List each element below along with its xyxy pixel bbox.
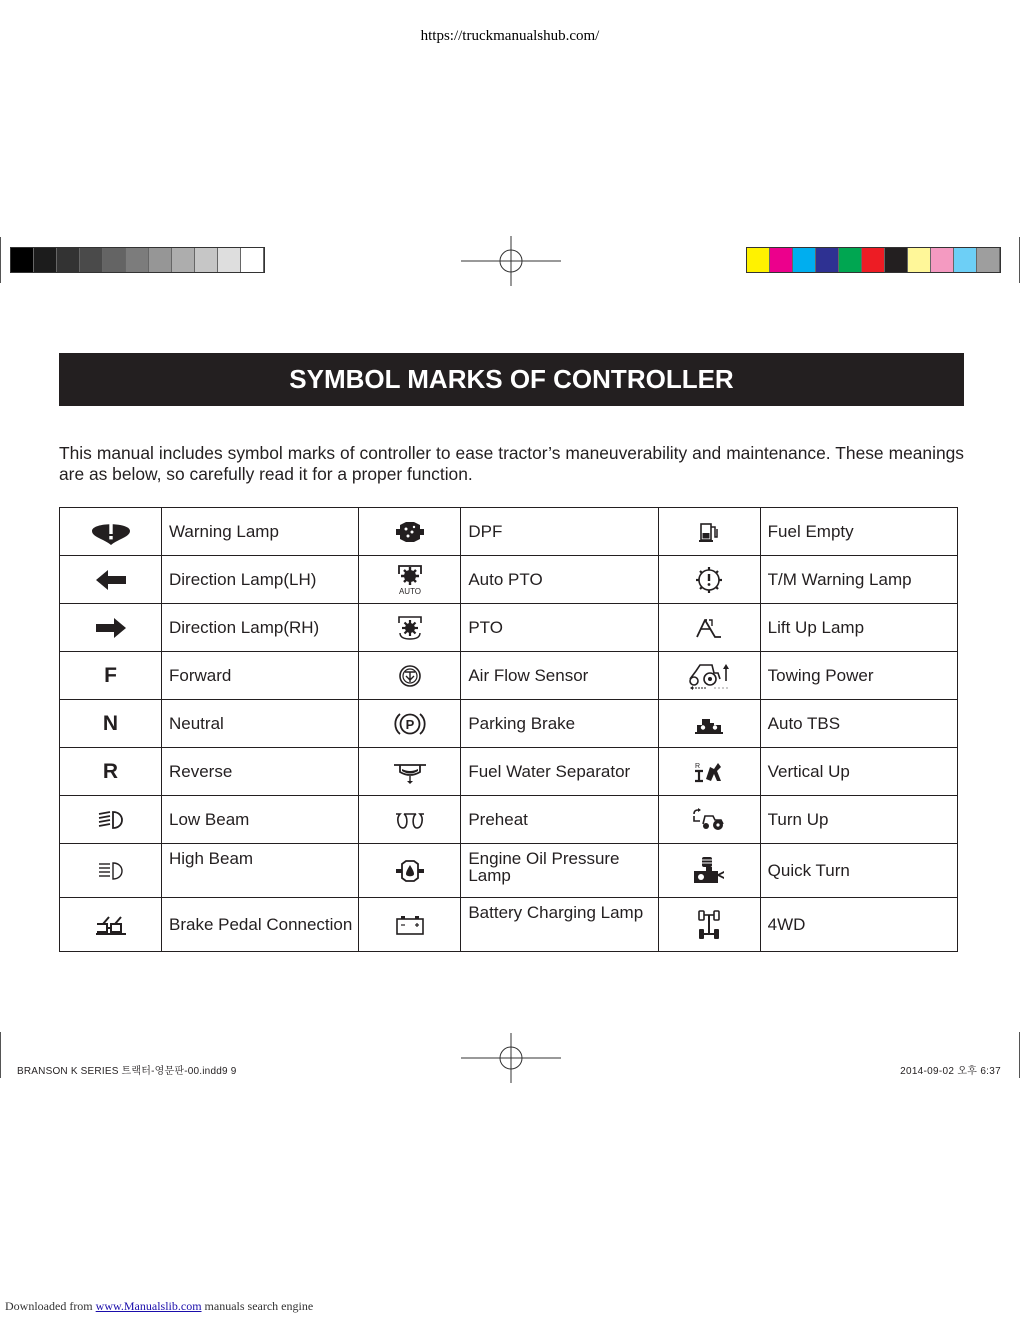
symbol-label: Fuel Water Separator (461, 748, 658, 796)
symbol-label: Neutral (162, 700, 359, 748)
symbol-label: Warning Lamp (162, 508, 359, 556)
letter-n-icon: N (102, 711, 119, 735)
towing-power-icon (686, 661, 732, 691)
turn-up-icon (691, 808, 727, 832)
table-row (60, 508, 958, 556)
auto-pto-icon-text: AUTO (398, 586, 421, 596)
table-row (60, 748, 958, 796)
symbol-label: Engine Oil Pressure Lamp (461, 844, 658, 898)
gray-swatch (11, 248, 34, 272)
symbol-label: Direction Lamp(LH) (162, 556, 359, 604)
gray-swatch (34, 248, 57, 272)
pto-icon (396, 615, 424, 641)
battery-icon (395, 914, 425, 936)
intro-paragraph: This manual includes symbol marks of controller to ease tractor’s maneuverability and maintenance. These meanings are as below, so carefully read it for a proper function. (59, 443, 964, 484)
4wd-icon (696, 909, 722, 941)
color-swatch (908, 248, 931, 272)
table-row (60, 898, 958, 952)
table-row (60, 796, 958, 844)
footer-timestamp: 2014-09-02 오후 6:37 (900, 1066, 1001, 1077)
engine-oil-pressure-icon (394, 858, 426, 884)
table-row (60, 652, 958, 700)
download-suffix: manuals search engine (204, 1299, 314, 1313)
download-note (5, 1299, 313, 1314)
color-swatch (770, 248, 793, 272)
gray-swatch (172, 248, 195, 272)
symbol-label: Fuel Empty (760, 508, 957, 556)
symbol-label: Turn Up (760, 796, 957, 844)
symbol-label: Parking Brake (461, 700, 658, 748)
gray-swatch (241, 248, 264, 272)
color-swatch (954, 248, 977, 272)
letter-f-icon: F (104, 663, 117, 687)
symbol-label: Brake Pedal Connection (162, 898, 359, 952)
air-flow-sensor-icon (398, 664, 422, 688)
gray-swatch (80, 248, 103, 272)
color-swatch (839, 248, 862, 272)
color-bar (746, 247, 1001, 273)
arrow-left-icon (94, 569, 128, 591)
source-url[interactable]: https://truckmanualshub.com/ (420, 28, 600, 44)
color-swatch (816, 248, 839, 272)
symbol-label: 4WD (760, 898, 957, 952)
color-swatch (747, 248, 770, 272)
symbol-label: Lift Up Lamp (760, 604, 957, 652)
quick-turn-icon (692, 856, 726, 886)
vertical-up-icon (693, 759, 725, 785)
color-swatch (793, 248, 816, 272)
fuel-water-separator-icon (392, 760, 428, 784)
fuel-empty-icon (698, 521, 720, 543)
color-swatch (862, 248, 885, 272)
dpf-icon (395, 519, 425, 545)
auto-tbs-icon (694, 713, 724, 735)
symbol-label: Air Flow Sensor (461, 652, 658, 700)
brake-pedal-connection-icon (95, 914, 127, 936)
crop-mark-bottom-left (0, 1032, 1, 1078)
symbol-label: Towing Power (760, 652, 957, 700)
symbol-label: Vertical Up (760, 748, 957, 796)
manualslib-link[interactable]: www.Manualslib.com (95, 1299, 202, 1313)
gray-swatch (126, 248, 149, 272)
preheat-icon (394, 810, 426, 830)
symbol-label: High Beam (162, 844, 359, 898)
registration-mark-bottom (461, 1033, 561, 1083)
gray-swatch (103, 248, 126, 272)
gray-swatch (149, 248, 172, 272)
parking-brake-icon (393, 710, 427, 738)
symbol-label: Battery Charging Lamp (461, 898, 658, 952)
registration-mark-top (461, 236, 561, 286)
symbol-label: Direction Lamp(RH) (162, 604, 359, 652)
symbol-label: Reverse (162, 748, 359, 796)
symbol-label: Quick Turn (760, 844, 957, 898)
tm-warning-icon (695, 566, 723, 594)
gray-scale-bar (10, 247, 265, 273)
color-swatch (931, 248, 954, 272)
symbol-label: DPF (461, 508, 658, 556)
symbol-table (59, 507, 958, 952)
symbol-label: Preheat (461, 796, 658, 844)
table-row (60, 844, 958, 898)
symbol-label: PTO (461, 604, 658, 652)
symbol-label: Auto TBS (760, 700, 957, 748)
symbol-label: Low Beam (162, 796, 359, 844)
crop-mark-left (0, 237, 1, 283)
color-swatch (885, 248, 908, 272)
low-beam-icon (96, 809, 126, 831)
color-swatch (977, 248, 1000, 272)
warning-lamp-icon (90, 517, 132, 547)
gray-swatch (57, 248, 80, 272)
section-title: SYMBOL MARKS OF CONTROLLER (59, 353, 964, 406)
letter-r-icon: R (102, 759, 119, 783)
vertical-up-icon-text: R (695, 762, 701, 770)
symbol-label: T/M Warning Lamp (760, 556, 957, 604)
table-row (60, 604, 958, 652)
download-prefix: Downloaded from (5, 1299, 93, 1313)
high-beam-icon (96, 860, 126, 882)
table-row (60, 556, 958, 604)
footer-file-info: BRANSON K SERIES 트랙터-영문판-00.indd9 9 (17, 1066, 237, 1077)
table-row (60, 700, 958, 748)
symbol-label: Auto PTO (461, 556, 658, 604)
parking-brake-icon-text: P (405, 716, 415, 732)
gray-swatch (195, 248, 218, 272)
auto-pto-icon (395, 564, 425, 596)
lift-up-icon (695, 617, 723, 639)
symbol-label: Forward (162, 652, 359, 700)
gray-swatch (218, 248, 241, 272)
arrow-right-icon (94, 617, 128, 639)
